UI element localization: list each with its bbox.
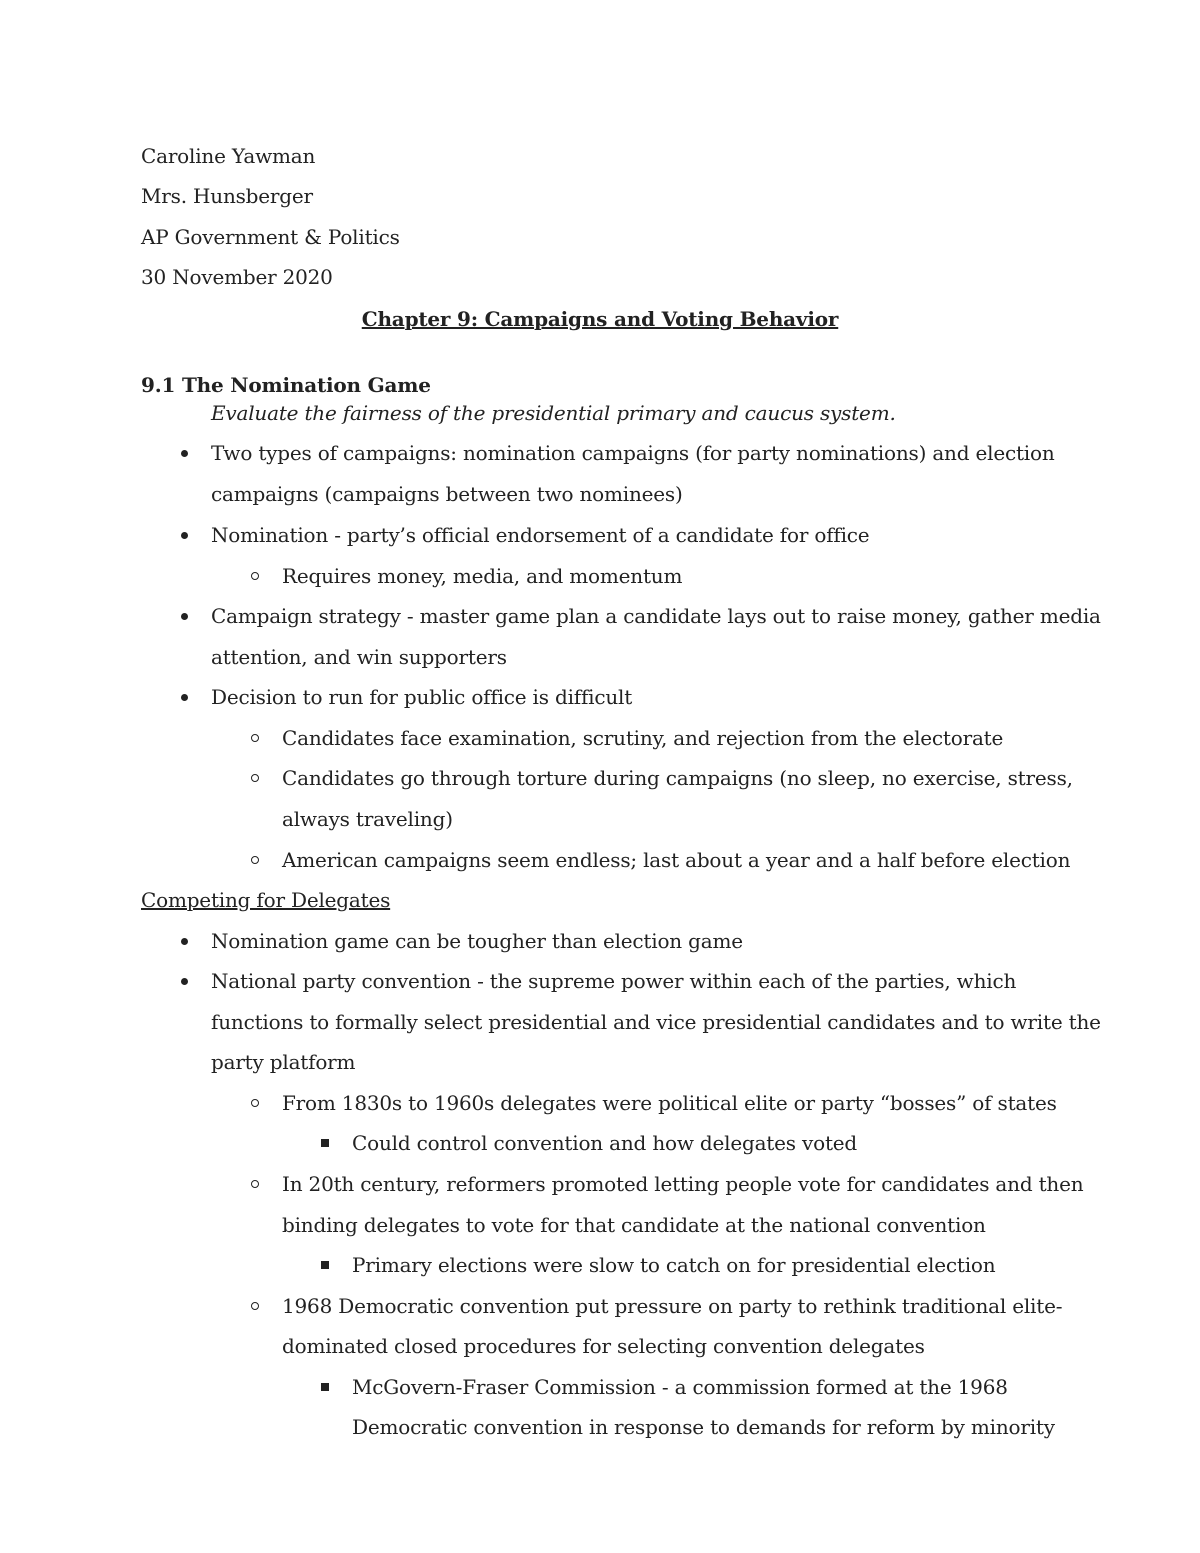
list-item-continuation: campaigns (campaigns between two nominees) <box>211 482 683 506</box>
sub-list-item: Requires money, media, and momentum <box>282 564 683 588</box>
list-item-continuation: party platform <box>211 1050 356 1074</box>
bullet-disc-icon <box>181 927 188 955</box>
sub-list-item: Candidates face examination, scrutiny, and rejection from the electorate <box>282 726 1004 750</box>
list-item: Campaign strategy - master game plan a candidate lays out to raise money, gather media <box>211 604 1101 628</box>
course-name: AP Government & Politics <box>141 225 400 249</box>
bullet-circle-icon <box>251 1292 259 1320</box>
list-item: Decision to run for public office is difficult <box>211 685 633 709</box>
list-item: Nomination - party’s official endorsement of a candidate for office <box>211 523 870 547</box>
sub-list-item-continuation: binding delegates to vote for that candidate at the national convention <box>282 1213 986 1237</box>
bullet-circle-icon <box>251 764 259 792</box>
sub-sub-list-item: McGovern-Fraser Commission - a commission formed at the 1968 <box>352 1375 1008 1399</box>
author-name: Caroline Yawman <box>141 144 316 168</box>
sub-list-item: Candidates go through torture during campaigns (no sleep, no exercise, stress, <box>282 766 1073 790</box>
bullet-circle-icon <box>251 562 259 590</box>
sub-list-item: 1968 Democratic convention put pressure on party to rethink traditional elite- <box>282 1294 1063 1318</box>
sub-list-item: From 1830s to 1960s delegates were political elite or party “bosses” of states <box>282 1091 1057 1115</box>
sub-sub-list-item: Could control convention and how delegates voted <box>352 1131 858 1155</box>
document-date: 30 November 2020 <box>141 265 333 289</box>
chapter-title: Chapter 9: Campaigns and Voting Behavior <box>361 307 839 331</box>
bullet-disc-icon <box>181 967 188 995</box>
sub-list-item-continuation: always traveling) <box>282 807 453 831</box>
list-item-continuation: attention, and win supporters <box>211 645 507 669</box>
teacher-name: Mrs. Hunsberger <box>141 184 313 208</box>
list-item: Nomination game can be tougher than election game <box>211 929 743 953</box>
bullet-disc-icon <box>181 602 188 630</box>
sub-list-item: American campaigns seem endless; last about a year and a half before election <box>282 848 1071 872</box>
subsection-heading-delegates: Competing for Delegates <box>141 888 391 912</box>
sub-sub-list-item: Primary elections were slow to catch on for presidential election <box>352 1253 996 1277</box>
bullet-square-icon <box>321 1251 329 1279</box>
section-objective: Evaluate the fairness of the presidential primary and caucus system. <box>211 401 896 425</box>
bullet-circle-icon <box>251 846 259 874</box>
bullet-disc-icon <box>181 439 188 467</box>
bullet-circle-icon <box>251 1170 259 1198</box>
list-item: National party convention - the supreme power within each of the parties, which <box>211 969 1017 993</box>
bullet-square-icon <box>321 1373 329 1401</box>
bullet-disc-icon <box>181 521 188 549</box>
bullet-square-icon <box>321 1129 329 1157</box>
section-heading-9-1: 9.1 The Nomination Game <box>141 373 431 397</box>
bullet-circle-icon <box>251 724 259 752</box>
bullet-circle-icon <box>251 1089 259 1117</box>
list-item: Two types of campaigns: nomination campaigns (for party nominations) and election <box>211 441 1055 465</box>
bullet-disc-icon <box>181 683 188 711</box>
list-item-continuation: functions to formally select presidential and vice presidential candidates and to write the <box>211 1010 1101 1034</box>
sub-list-item: In 20th century, reformers promoted letting people vote for candidates and then <box>282 1172 1084 1196</box>
sub-list-item-continuation: dominated closed procedures for selecting convention delegates <box>282 1334 925 1358</box>
sub-sub-list-item-continuation: Democratic convention in response to demands for reform by minority <box>352 1415 1055 1439</box>
